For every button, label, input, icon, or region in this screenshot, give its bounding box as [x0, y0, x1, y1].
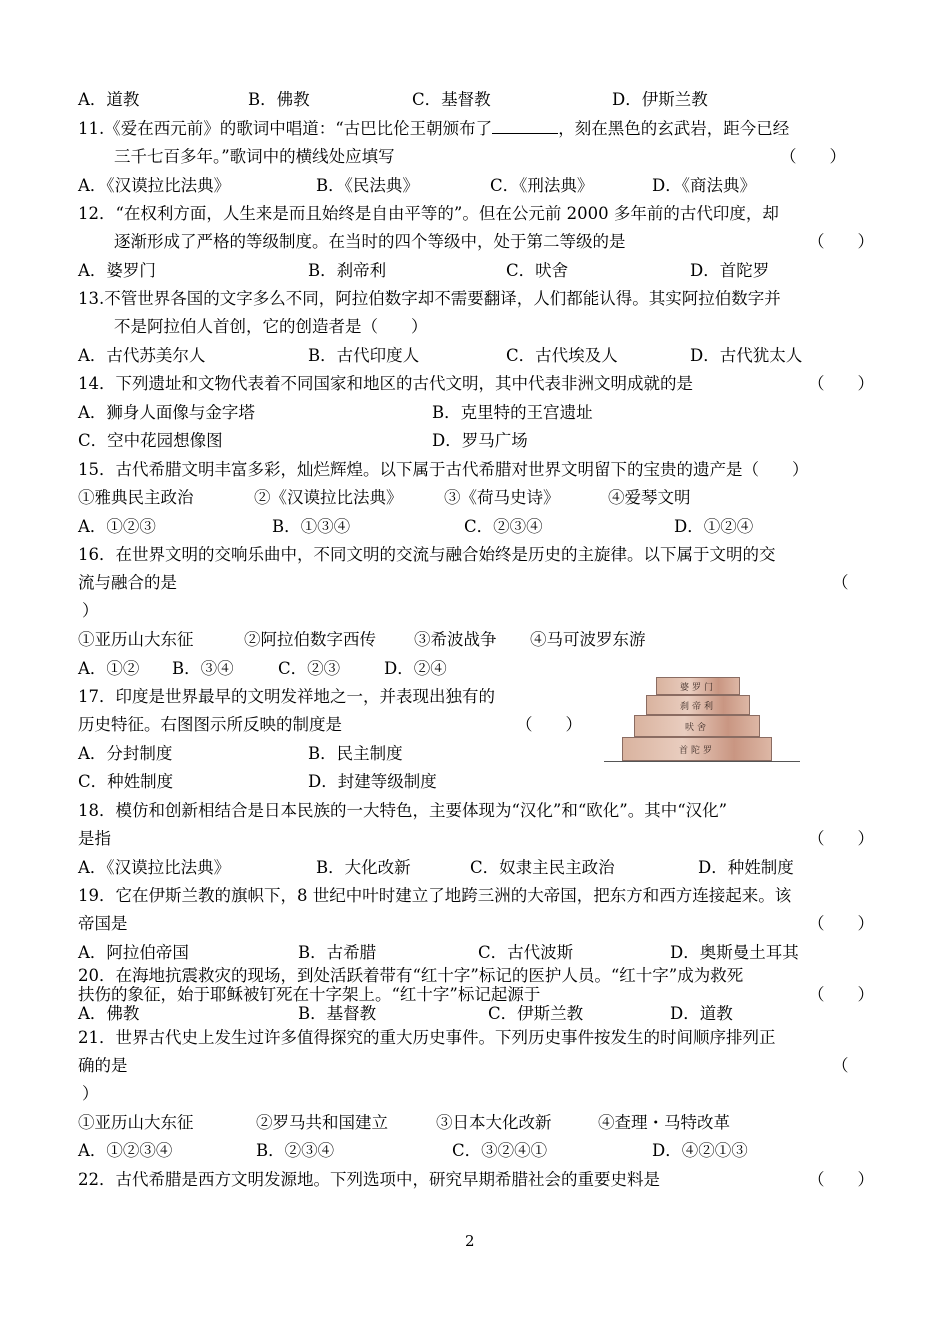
- q17-option-b: B．民主制度: [308, 744, 403, 763]
- q16-item-4: ④马可波罗东游: [530, 630, 646, 649]
- q17-line2: 历史特征。右图图示所反映的制度是: [78, 715, 342, 734]
- q12-option-d: D．首陀罗: [690, 261, 770, 280]
- q16-item-3: ③希波战争: [414, 630, 497, 649]
- q15-option-b: B．①③④: [272, 517, 351, 536]
- q21-paren-close: ）: [82, 1084, 99, 1103]
- pyramid-ground-line: [604, 761, 800, 762]
- q13-option-d: D．古代犹太人: [690, 346, 803, 365]
- q17-option-d: D．封建等级制度: [308, 772, 437, 791]
- q16-item-1: ①亚历山大东征: [78, 630, 194, 649]
- q17-line1: 17．印度是世界最早的文明发祥地之一，并表现出独有的: [78, 687, 495, 706]
- q14-option-c: C．空中花园想像图: [78, 431, 223, 450]
- q22-line1: 22．古代希腊是西方文明发源地。下列选项中，研究早期希腊社会的重要史料是: [78, 1170, 660, 1189]
- q11-line2: 三千七百多年。”歌词中的横线处应填写: [114, 147, 395, 166]
- q14-option-d: D．罗马广场: [432, 431, 528, 450]
- q11-option-d: D．《商法典》: [652, 176, 756, 195]
- q21-option-a: A．①②③④: [78, 1141, 173, 1160]
- q12-line2: 逐渐形成了严格的等级制度。在当时的四个等级中，处于第二等级的是: [114, 232, 626, 251]
- q13-option-a: A．古代苏美尔人: [78, 346, 206, 365]
- q15-item-3: ③《荷马史诗》: [444, 488, 560, 507]
- q19-option-a: A．阿拉伯帝国: [78, 943, 189, 962]
- q21-option-b: B．②③④: [256, 1141, 335, 1160]
- q21-item-2: ②罗马共和国建立: [256, 1113, 388, 1132]
- q12-line1: 12．“在权利方面，人生来是而且始终是自由平等的”。但在公元前 2000 多年前的古代印度，却: [78, 204, 779, 223]
- q15-line1: 15．古代希腊文明丰富多彩，灿烂辉煌。以下属于古代希腊对世界文明留下的宝贵的遗产是（ ）: [78, 460, 809, 479]
- q20-option-c: C．伊斯兰教: [488, 1004, 584, 1023]
- q18-line2: 是指: [78, 829, 111, 848]
- q20-line2: 扶伤的象征，始于耶稣被钉死在十字架上。“红十字”标记起源于: [78, 985, 541, 1004]
- q20-option-d: D．道教: [670, 1004, 733, 1023]
- q11-line1: 11.《爱在西元前》的歌词中唱道：“古巴比伦王朝颁布了 ，刻在黑色的玄武岩，距今已经: [78, 119, 790, 138]
- q13-option-b: B．古代印度人: [308, 346, 420, 365]
- q16-line1: 16．在世界文明的交响乐曲中，不同文明的交流与融合始终是历史的主旋律。以下属于文明的交: [78, 545, 776, 564]
- q11-option-b: B．《民法典》: [316, 176, 419, 195]
- q18-option-c: C．奴隶主民主政治: [470, 858, 615, 877]
- q12-option-c: C．吠舍: [506, 261, 569, 280]
- q18-option-b: B．大化改新: [316, 858, 411, 877]
- q16-paren-close: ）: [82, 601, 99, 620]
- q19-answer-paren: （ ）: [808, 914, 874, 933]
- q11-option-a: A．《汉谟拉比法典》: [78, 176, 231, 195]
- q21-option-d: D．④②①③: [652, 1141, 748, 1160]
- q15-option-c: C．②③④: [464, 517, 543, 536]
- page-number: 2: [465, 1232, 475, 1250]
- q19-option-b: B．古希腊: [298, 943, 377, 962]
- q20-answer-paren: （ ）: [808, 985, 874, 1004]
- q21-paren-open: （: [832, 1056, 849, 1075]
- q20-option-a: A．佛教: [78, 1004, 140, 1023]
- q16-paren-open: （: [832, 573, 849, 592]
- q13-line1: 13.不管世界各国的文字多么不同，阿拉伯数字却不需要翻译，人们都能认得。其实阿拉伯数字并: [78, 289, 781, 308]
- caste-pyramid-figure: [604, 674, 800, 766]
- q19-option-d: D．奥斯曼土耳其: [670, 943, 799, 962]
- q18-option-d: D．种姓制度: [698, 858, 794, 877]
- q19-option-c: C．古代波斯: [478, 943, 574, 962]
- q15-item-4: ④爱琴文明: [608, 488, 691, 507]
- q11-option-c: C．《刑法典》: [490, 176, 594, 195]
- q14-option-b: B．克里特的王宫遗址: [432, 403, 593, 422]
- q11-blank: [492, 119, 558, 134]
- q13-option-c: C．古代埃及人: [506, 346, 618, 365]
- q21-item-4: ④查理・马特改革: [598, 1113, 730, 1132]
- q17-option-a: A．分封制度: [78, 744, 173, 763]
- pyramid-tier-1: 婆罗门: [656, 677, 740, 695]
- q14-line1: 14．下列遗址和文物代表着不同国家和地区的古代文明，其中代表非洲文明成就的是: [78, 374, 693, 393]
- q17-option-c: C．种姓制度: [78, 772, 174, 791]
- q22-answer-paren: （ ）: [808, 1170, 874, 1189]
- pyramid-tier-2: 刹帝利: [646, 695, 750, 715]
- q16-option-b: B．③④: [172, 659, 234, 678]
- q15-option-a: A．①②③: [78, 517, 156, 536]
- q18-option-a: A．《汉谟拉比法典》: [78, 858, 231, 877]
- q13-line2: 不是阿拉伯人首创，它的创造者是（ ）: [114, 317, 428, 336]
- q10-option-b: B．佛教: [248, 90, 310, 109]
- q16-option-d: D．②④: [384, 659, 447, 678]
- q17-answer-paren: （ ）: [516, 715, 582, 734]
- q15-option-d: D．①②④: [674, 517, 754, 536]
- q21-option-c: C．③②④①: [452, 1141, 548, 1160]
- q16-option-c: C．②③: [278, 659, 341, 678]
- pyramid-tier-3: 吠舍: [634, 715, 760, 737]
- q19-line1: 19．它在伊斯兰教的旗帜下，8 世纪中叶时建立了地跨三洲的大帝国，把东方和西方连接起来。该: [78, 886, 792, 905]
- pyramid-tier-4: 首陀罗: [622, 737, 772, 761]
- q12-option-a: A．婆罗门: [78, 261, 156, 280]
- q10-option-d: D．伊斯兰教: [612, 90, 708, 109]
- q16-option-a: A．①②: [78, 659, 140, 678]
- q12-answer-paren: （ ）: [808, 232, 874, 251]
- q21-line1: 21．世界古代史上发生过许多值得探究的重大历史事件。下列历史事件按发生的时间顺序排列正: [78, 1028, 776, 1047]
- q19-line2: 帝国是: [78, 914, 128, 933]
- q12-option-b: B．刹帝利: [308, 261, 387, 280]
- q11-answer-paren: （ ）: [780, 147, 846, 166]
- q21-item-3: ③日本大化改新: [436, 1113, 552, 1132]
- q20-option-b: B．基督教: [298, 1004, 377, 1023]
- q15-item-2: ②《汉谟拉比法典》: [254, 488, 403, 507]
- q20-line1: 20．在海地抗震救灾的现场，到处活跃着带有“红十字”标记的医护人员。“红十字”成为救死: [78, 966, 744, 985]
- q15-item-1: ①雅典民主政治: [78, 488, 194, 507]
- q21-item-1: ①亚历山大东征: [78, 1113, 194, 1132]
- q16-line2: 流与融合的是: [78, 573, 177, 592]
- q14-option-a: A．狮身人面像与金字塔: [78, 403, 255, 422]
- q10-option-c: C．基督教: [412, 90, 491, 109]
- q18-line1: 18．模仿和创新相结合是日本民族的一大特色，主要体现为“汉化”和“欧化”。其中“汉化”: [78, 801, 728, 820]
- q10-option-a: A．道教: [78, 90, 140, 109]
- q16-item-2: ②阿拉伯数字西传: [244, 630, 376, 649]
- q21-line2: 确的是: [78, 1056, 128, 1075]
- q18-answer-paren: （ ）: [808, 829, 874, 848]
- q14-answer-paren: （ ）: [808, 374, 874, 393]
